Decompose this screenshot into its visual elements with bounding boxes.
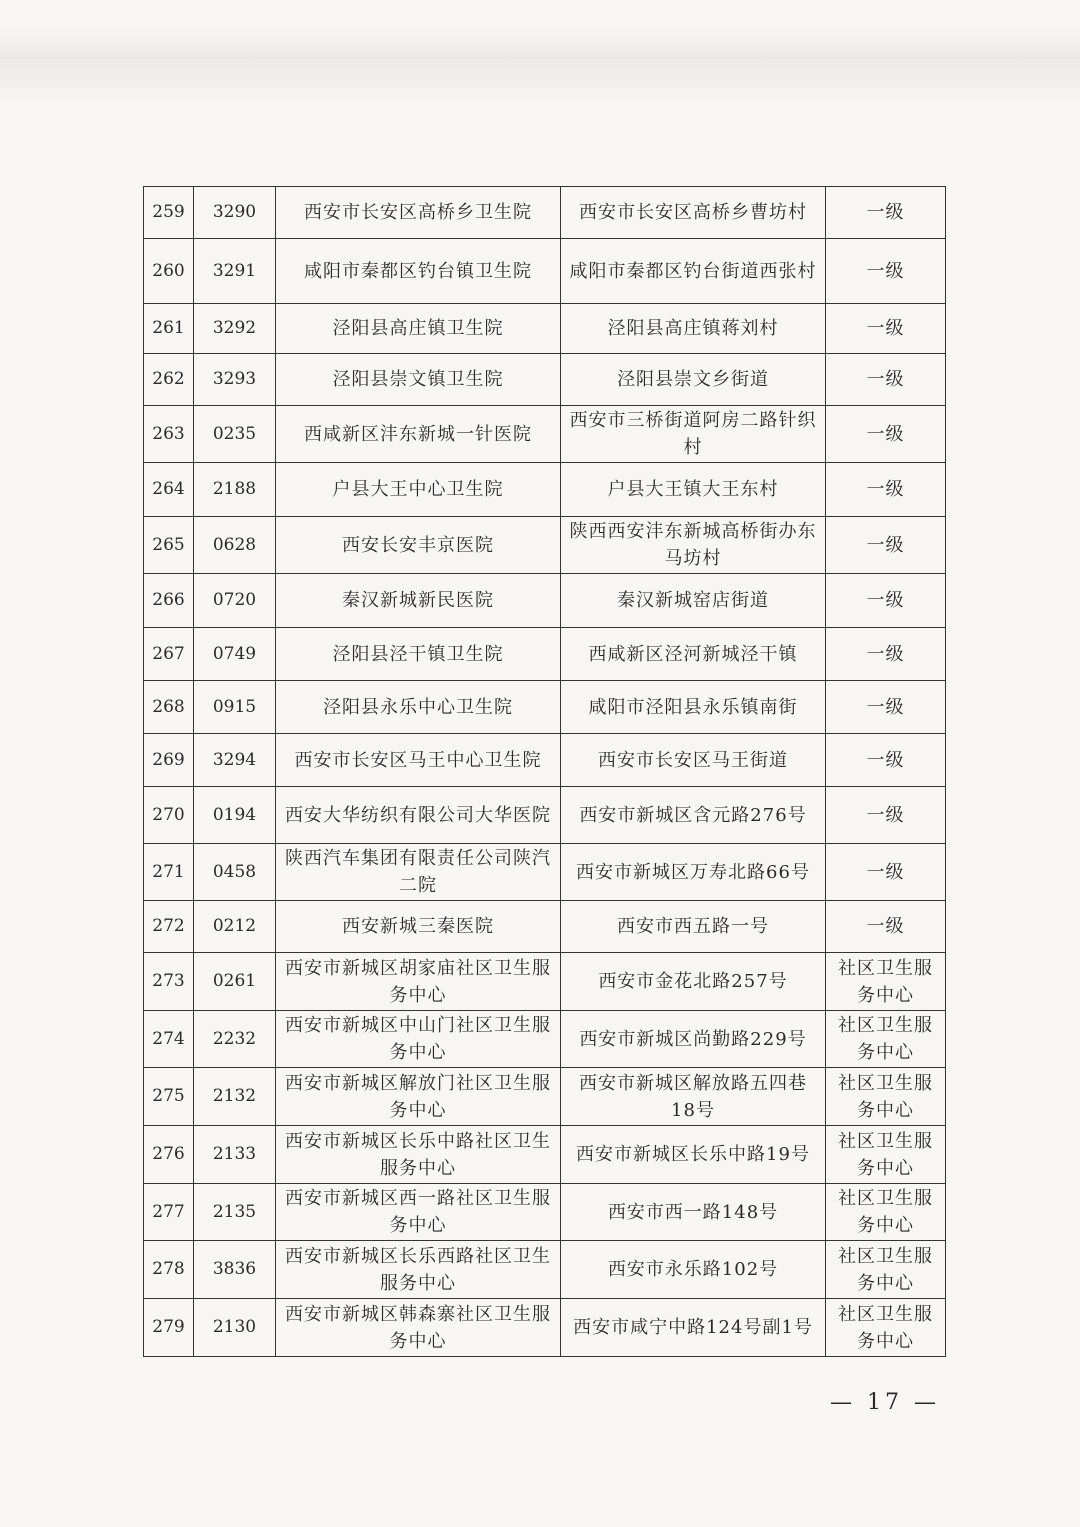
table-row [144,953,946,1011]
institution-address: 西安市西五路一号 [561,901,826,953]
row-number: 261 [144,304,194,354]
institution-address: 西安市长安区马王街道 [561,734,826,787]
table-row [144,681,946,734]
institution-code: 3294 [194,734,276,787]
institution-level: 社区卫生服务中心 [826,953,946,1011]
institution-address: 西安市长安区高桥乡曹坊村 [561,187,826,239]
table-row [144,574,946,628]
institution-name: 西咸新区沣东新城一针医院 [276,406,561,463]
institution-code: 3290 [194,187,276,239]
table-row [144,1126,946,1184]
table-row [144,1011,946,1068]
institution-address: 西安市三桥街道阿房二路针织村 [561,406,826,463]
institution-address: 西安市新城区解放路五四巷18号 [561,1068,826,1126]
institution-name: 西安市新城区西一路社区卫生服务中心 [276,1184,561,1241]
institution-address: 西安市咸宁中路124号副1号 [561,1299,826,1357]
row-number: 270 [144,787,194,844]
row-number: 276 [144,1126,194,1184]
table-row [144,787,946,844]
row-number: 273 [144,953,194,1011]
institution-name: 西安新城三秦医院 [276,901,561,953]
institution-level: 一级 [826,304,946,354]
page-number: — 17 — [830,1390,940,1415]
institution-code: 0235 [194,406,276,463]
institution-level: 一级 [826,354,946,406]
institution-code: 3293 [194,354,276,406]
institution-name: 陕西汽车集团有限责任公司陕汽二院 [276,844,561,901]
row-number: 279 [144,1299,194,1357]
row-number: 263 [144,406,194,463]
row-number: 265 [144,517,194,574]
institution-address: 咸阳市泾阳县永乐镇南街 [561,681,826,734]
institution-name: 西安市长安区马王中心卫生院 [276,734,561,787]
table-row [144,354,946,406]
row-number: 266 [144,574,194,628]
table-row [144,1184,946,1241]
institution-level: 一级 [826,406,946,463]
institution-address: 泾阳县崇文乡街道 [561,354,826,406]
row-number: 268 [144,681,194,734]
table-row [144,844,946,901]
table-row [144,239,946,304]
institution-code: 0720 [194,574,276,628]
institution-code: 3291 [194,239,276,304]
institution-level: 一级 [826,574,946,628]
institution-level: 一级 [826,901,946,953]
row-number: 277 [144,1184,194,1241]
institution-level: 一级 [826,787,946,844]
institution-address: 西安市新城区含元路276号 [561,787,826,844]
institution-name: 西安市长安区高桥乡卫生院 [276,187,561,239]
institution-code: 3292 [194,304,276,354]
institution-name: 泾阳县高庄镇卫生院 [276,304,561,354]
row-number: 262 [144,354,194,406]
institution-code: 2135 [194,1184,276,1241]
institution-code: 0458 [194,844,276,901]
institution-name: 咸阳市秦都区钓台镇卫生院 [276,239,561,304]
table-row [144,406,946,463]
institution-code: 0212 [194,901,276,953]
institution-code: 3836 [194,1241,276,1299]
hospital-table [143,186,946,1357]
institution-address: 咸阳市秦都区钓台街道西张村 [561,239,826,304]
institution-level: 一级 [826,187,946,239]
table-row [144,463,946,517]
institution-code: 2132 [194,1068,276,1126]
institution-address: 西安市新城区万寿北路66号 [561,844,826,901]
institution-level: 一级 [826,844,946,901]
institution-name: 秦汉新城新民医院 [276,574,561,628]
table-row [144,734,946,787]
institution-level: 社区卫生服务中心 [826,1126,946,1184]
row-number: 269 [144,734,194,787]
institution-address: 西安市西一路148号 [561,1184,826,1241]
institution-address: 西安市永乐路102号 [561,1241,826,1299]
institution-address: 西安市新城区尚勤路229号 [561,1011,826,1068]
institution-level: 一级 [826,463,946,517]
institution-level: 社区卫生服务中心 [826,1241,946,1299]
institution-level: 社区卫生服务中心 [826,1184,946,1241]
scan-shadow [0,30,1080,100]
institution-code: 2232 [194,1011,276,1068]
institution-level: 一级 [826,517,946,574]
institution-name: 西安大华纺织有限公司大华医院 [276,787,561,844]
institution-code: 2130 [194,1299,276,1357]
table-row [144,187,946,239]
institution-address: 秦汉新城窑店街道 [561,574,826,628]
row-number: 272 [144,901,194,953]
institution-name: 西安市新城区长乐西路社区卫生服务中心 [276,1241,561,1299]
institution-name: 泾阳县永乐中心卫生院 [276,681,561,734]
row-number: 275 [144,1068,194,1126]
institution-address: 泾阳县高庄镇蒋刘村 [561,304,826,354]
table-row [144,304,946,354]
institution-name: 西安市新城区长乐中路社区卫生服务中心 [276,1126,561,1184]
row-number: 260 [144,239,194,304]
institution-name: 西安市新城区中山门社区卫生服务中心 [276,1011,561,1068]
institution-code: 2133 [194,1126,276,1184]
row-number: 259 [144,187,194,239]
institution-name: 西安长安丰京医院 [276,517,561,574]
institution-address: 西安市新城区长乐中路19号 [561,1126,826,1184]
institution-level: 一级 [826,239,946,304]
row-number: 264 [144,463,194,517]
row-number: 267 [144,628,194,681]
institution-code: 0749 [194,628,276,681]
table-row [144,628,946,681]
institution-level: 一级 [826,628,946,681]
institution-code: 0628 [194,517,276,574]
table-row [144,901,946,953]
institution-level: 社区卫生服务中心 [826,1068,946,1126]
row-number: 274 [144,1011,194,1068]
institution-address: 陕西西安沣东新城高桥街办东马坊村 [561,517,826,574]
institution-name: 西安市新城区韩森寨社区卫生服务中心 [276,1299,561,1357]
institution-address: 西安市金花北路257号 [561,953,826,1011]
table-row [144,517,946,574]
institution-name: 泾阳县泾干镇卫生院 [276,628,561,681]
institution-level: 一级 [826,734,946,787]
institution-code: 0915 [194,681,276,734]
institution-name: 西安市新城区胡家庙社区卫生服务中心 [276,953,561,1011]
institution-code: 0194 [194,787,276,844]
institution-address: 户县大王镇大王东村 [561,463,826,517]
table-row [144,1299,946,1357]
institution-level: 一级 [826,681,946,734]
institution-name: 户县大王中心卫生院 [276,463,561,517]
table-row [144,1241,946,1299]
institution-code: 2188 [194,463,276,517]
institution-code: 0261 [194,953,276,1011]
table-row [144,1068,946,1126]
row-number: 278 [144,1241,194,1299]
institution-level: 社区卫生服务中心 [826,1299,946,1357]
institution-name: 泾阳县崇文镇卫生院 [276,354,561,406]
row-number: 271 [144,844,194,901]
institution-address: 西咸新区泾河新城泾干镇 [561,628,826,681]
institution-name: 西安市新城区解放门社区卫生服务中心 [276,1068,561,1126]
institution-level: 社区卫生服务中心 [826,1011,946,1068]
